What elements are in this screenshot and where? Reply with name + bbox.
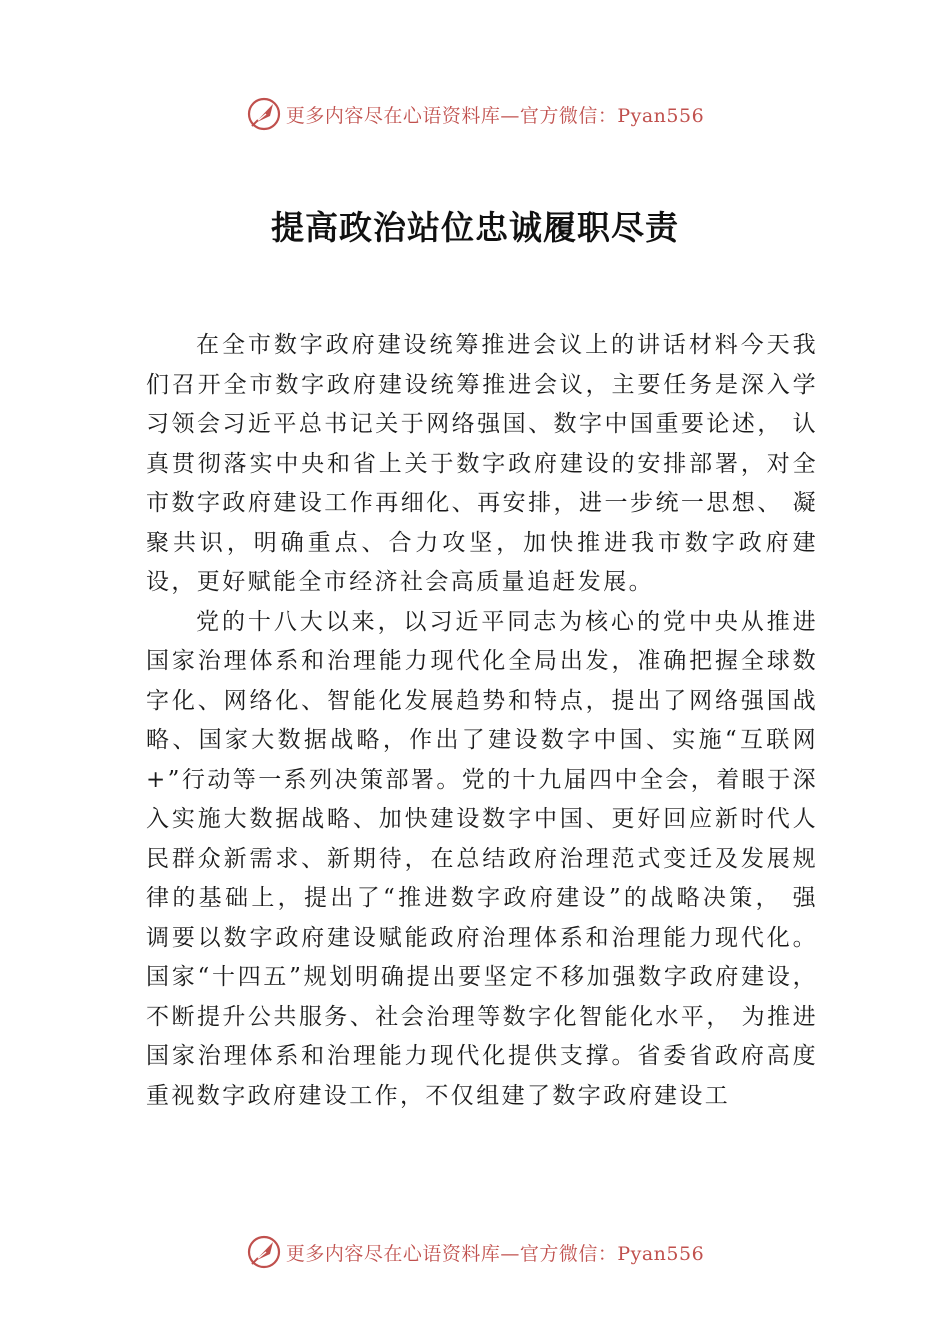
banner-text: 更多内容尽在心语资料库—官方微信：Pyan556 <box>285 104 705 127</box>
footer-watermark-banner <box>0 1232 950 1272</box>
quill-logo-icon <box>246 96 282 132</box>
header-watermark-banner <box>0 94 950 134</box>
paragraph-1: 在全市数字政府建设统筹推进会议上的讲话材料今天我们召开全市数字政府建设统筹推进会议，主要任务是深入学习领会习近平总书记关于网络强国、数字中国重要论述， 认真贯彻落实中央和省上关于数字政府建设的安排部署，对全市数字政府建设工作再细化、再安排，进一步统一思想、 凝聚共识，明确重点、合力攻坚，加快推进我市数字政府建设，更好赋能全市经济社会高质量追赶发展。 <box>146 332 818 595</box>
quill-logo-icon <box>246 1234 282 1270</box>
document-body <box>146 326 818 1116</box>
banner-text: 更多内容尽在心语资料库—官方微信：Pyan556 <box>285 1242 705 1265</box>
paragraph-2: 党的十八大以来，以习近平同志为核心的党中央从推进国家治理体系和治理能力现代化全局出发，准确把握全球数字化、网络化、智能化发展趋势和特点，提出了网络强国战略、国家大数据战略，作出了建设数字中国、实施“互联网+”行动等一系列决策部署。党的十九届四中全会，着眼于深入实施大数据战略、加快建设数字中国、更好回应新时代人民群众新需求、新期待，在总结政府治理范式变迁及发展规律的基础上，提出了“推进数字政府建设”的战略决策， 强调要以数字政府建设赋能政府治理体系和治理能力现代化。国家“十四五”规划明确提出要坚定不移加强数字政府建设，不断提升公共服务、社会治理等数字化智能化水平， 为推进国家治理体系和治理能力现代化提供支撑。省委省政府高度重视数字政府建设工作，不仅组建了数字政府建设工 <box>146 608 818 1109</box>
document-title: 提高政治站位忠诚履职尽责 <box>271 208 679 247</box>
